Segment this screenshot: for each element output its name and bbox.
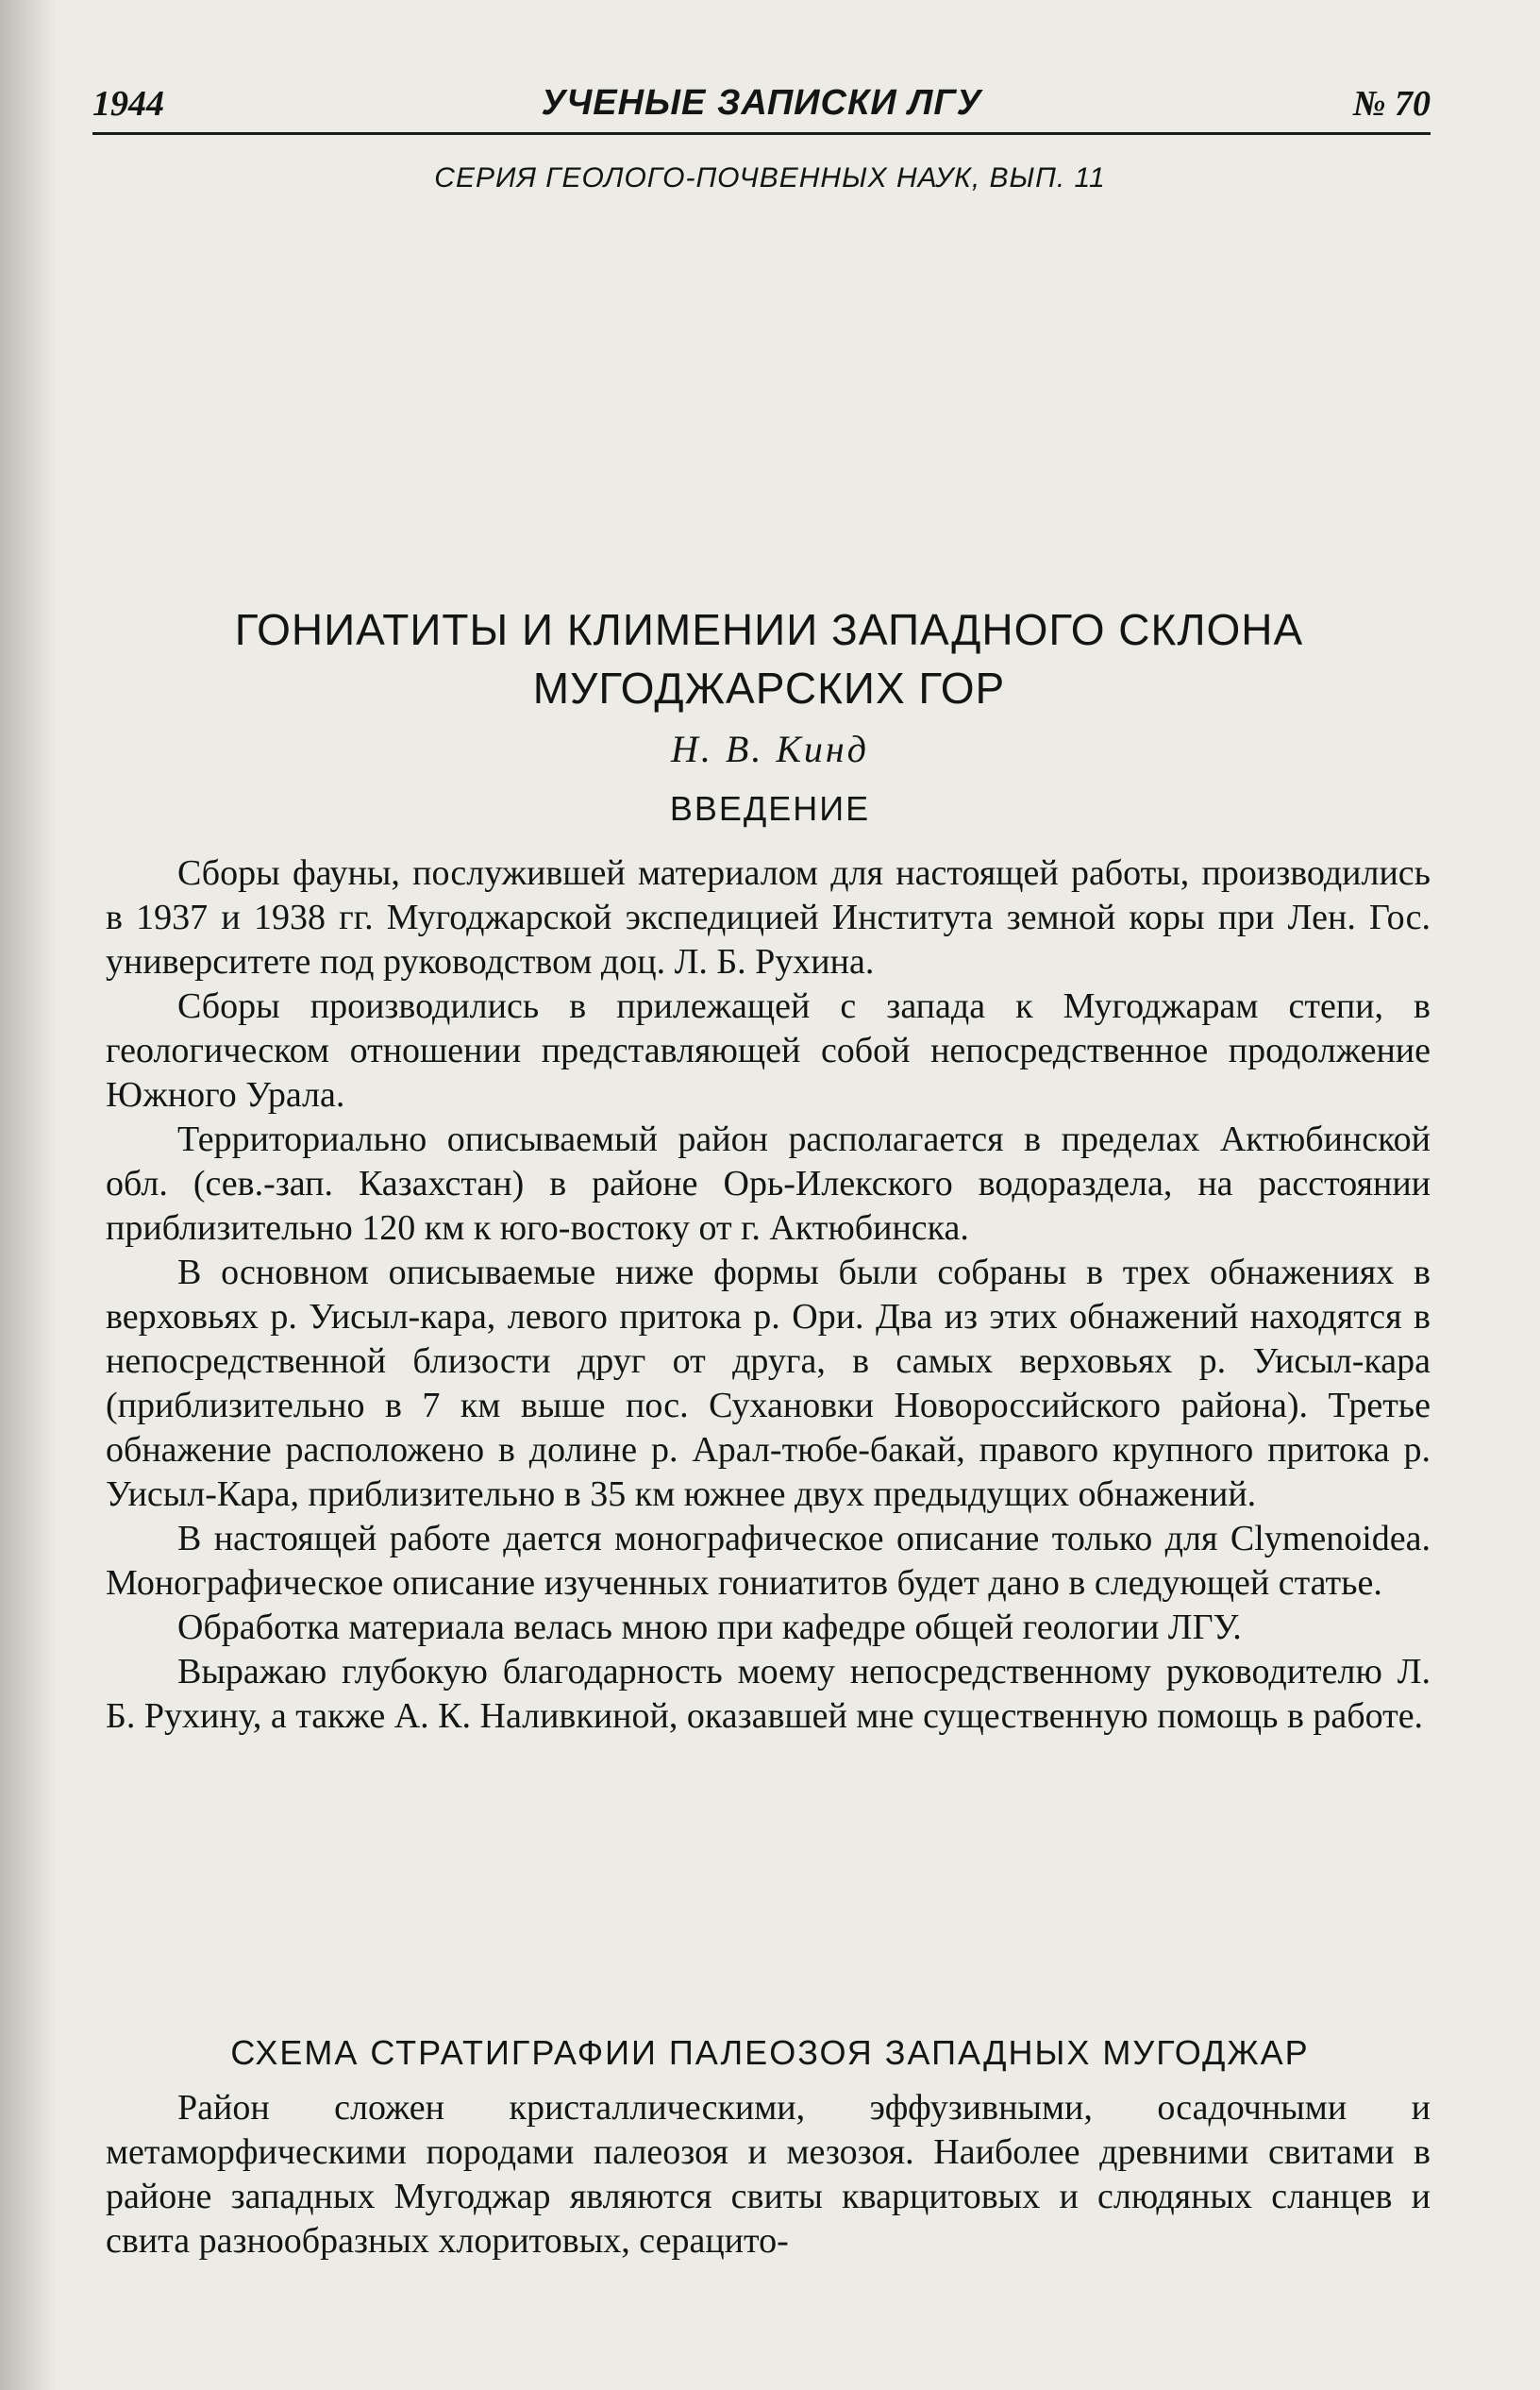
running-header <box>92 79 1431 128</box>
title-line-2: МУГОДЖАРСКИХ ГОР <box>532 664 1006 713</box>
header-issue: № 70 <box>1352 84 1431 124</box>
paragraph: Выражаю глубокую благодарность моему непосредственному руководителю Л. Б. Рухину, а также А. К. Наливкиной, оказавшей мне существенную помощь в работе. <box>106 1652 1431 1736</box>
paragraph: В настоящей работе дается монографическое описание только для Clymenoidea. Монографическое описание изученных гониатитов будет дано в следующей статье. <box>106 1519 1431 1603</box>
paragraph: Обработка материала велась мною при кафедре общей геологии ЛГУ. <box>177 1607 1242 1647</box>
series-line: СЕРИЯ ГЕОЛОГО-ПОЧВЕННЫХ НАУК, ВЫП. 11 <box>434 162 1106 194</box>
paragraph: Район сложен кристаллическими, эффузивными, осадочными и метаморфическими породами палеозоя и мезозоя. Наиболее древними свитами в районе западных Мугоджар являются свиты кварцитовых и слюдяных сланцев и свита разнообразных хлоритовых, серацито- <box>106 2088 1431 2261</box>
header-journal: УЧЕНЫЕ ЗАПИСКИ ЛГУ <box>541 83 982 123</box>
header-rule <box>92 132 1431 135</box>
paragraph: В основном описываемые ниже формы были собраны в трех обнажениях в верховьях р. Уисыл-кара, левого притока р. Ори. Два из этих обнажений находятся в непосредственной близости друг от друга, в самых верховьях р. Уисыл-кара (приблизительно в 7 км выше пос. Сухановки Новороссийского района). Третье обнажение расположено в долине р. Арал-тюбе-бакай, правого крупного притока р. Уисыл-Кара, приблизительно в 35 км южнее двух предыдущих обнажений. <box>106 1253 1431 1514</box>
author-name: Н. В. Кинд <box>671 728 869 770</box>
article-title <box>123 600 1415 717</box>
stratigraphy-body <box>106 2086 1431 2264</box>
paragraph: Территориально описываемый район располагается в пределах Актюбинской обл. (сев.-зап. Казахстан) в районе Орь-Илекского водораздела, на расстоянии приблизительно 120 км к юго-востоку от г. Актюбинска. <box>106 1119 1431 1248</box>
title-line-1: ГОНИАТИТЫ И КЛИМЕНИИ ЗАПАДНОГО СКЛОНА <box>234 605 1304 654</box>
page-edge-shadow <box>0 0 57 2390</box>
section-heading-stratigraphy: СХЕМА СТРАТИГРАФИИ ПАЛЕОЗОЯ ЗАПАДНЫХ МУГОДЖАР <box>230 2033 1310 2072</box>
introduction-body <box>106 851 1431 1739</box>
paragraph: Сборы производились в прилежащей с запада к Мугоджарам степи, в геологическом отношении представляющей собой непосредственное продолжение Южного Урала. <box>106 986 1431 1115</box>
paragraph: Сборы фауны, послужившей материалом для настоящей работы, производились в 1937 и 1938 гг. Мугоджарской экспедицией Института земной коры при Лен. Гос. университете под руководством доц. Л. Б. Рухина. <box>106 853 1431 982</box>
header-year: 1944 <box>92 84 164 124</box>
section-heading-introduction: ВВЕДЕНИЕ <box>669 789 871 828</box>
